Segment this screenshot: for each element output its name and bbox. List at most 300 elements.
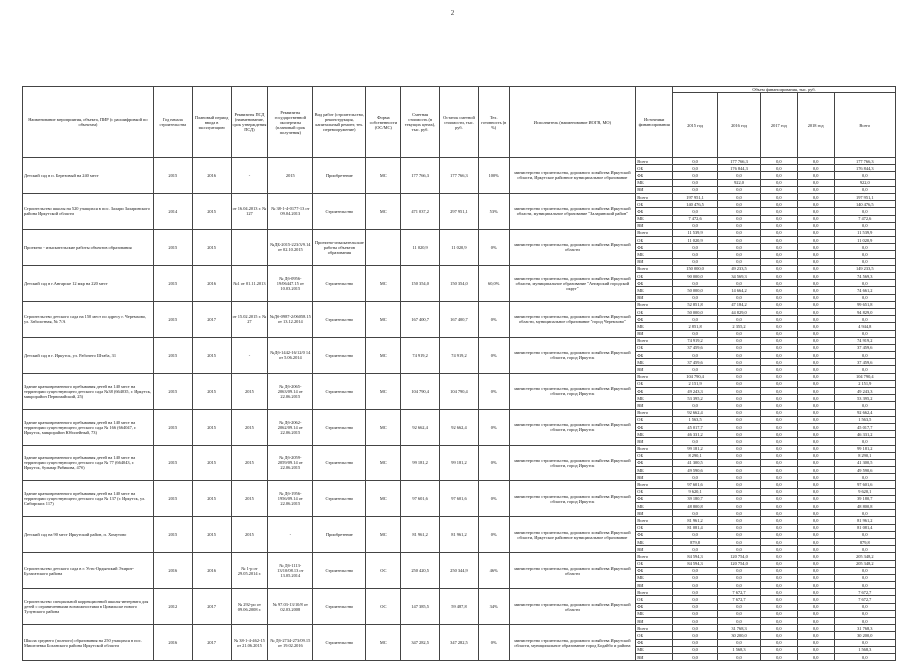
funding-source: МБ xyxy=(636,251,673,258)
funding-value: 0,0 xyxy=(760,653,797,660)
funding-value: 0,0 xyxy=(673,366,718,373)
funding-value: 150 000,0 xyxy=(673,265,718,272)
funding-value: 0,0 xyxy=(673,582,718,589)
header-start-year: Год начала строительства xyxy=(153,87,192,158)
funding-value: 0,0 xyxy=(797,237,834,244)
funding-source: МБ xyxy=(636,215,673,222)
funding-source: МБ xyxy=(636,610,673,617)
funding-source: ВИ xyxy=(636,510,673,517)
expertise-details: № Дб-1956-1956/09.14 от 22.06.2015 xyxy=(268,481,313,517)
funding-total: 0,0 xyxy=(834,366,895,373)
funding-source: ФБ xyxy=(636,423,673,430)
funding-value: 0,0 xyxy=(760,308,797,315)
funding-value: 0,0 xyxy=(760,603,797,610)
funding-value: 0,0 xyxy=(673,258,718,265)
table-row xyxy=(23,265,896,272)
funding-source: ФБ xyxy=(636,352,673,359)
funding-value: 0,0 xyxy=(760,273,797,280)
funding-value: 0,0 xyxy=(760,373,797,380)
remaining-cost: 99 181,2 xyxy=(440,445,479,481)
funding-value: 0,0 xyxy=(718,402,761,409)
funding-value: 0,0 xyxy=(673,589,718,596)
funding-source: Всего xyxy=(636,301,673,308)
funding-total: 879,8 xyxy=(834,538,895,545)
funding-value: 0,0 xyxy=(760,330,797,337)
funding-total: 0,0 xyxy=(834,546,895,553)
funding-value: 0,0 xyxy=(718,546,761,553)
funding-value: 0,0 xyxy=(673,251,718,258)
funding-source: Всего xyxy=(636,337,673,344)
funding-value: 0,0 xyxy=(797,560,834,567)
funding-source: ОБ xyxy=(636,632,673,639)
funding-value: 0,0 xyxy=(760,560,797,567)
funding-value: 0,0 xyxy=(760,445,797,452)
funding-value: 0,0 xyxy=(797,610,834,617)
funding-source: ФБ xyxy=(636,531,673,538)
readiness: 0% xyxy=(478,445,509,481)
funding-value: 2 851,8 xyxy=(673,323,718,330)
executor: министерство строительства, дорожного хозяйства Иркутской области, город Иркутск xyxy=(509,445,636,481)
funding-value: 0,0 xyxy=(797,330,834,337)
funding-value: 0,0 xyxy=(673,567,718,574)
funding-value: 0,0 xyxy=(760,215,797,222)
funding-value: 0,0 xyxy=(760,366,797,373)
executor: министерство строительства, дорожного хозяйства Иркутской области, город Иркутск xyxy=(509,481,636,517)
psd-details: 2015 xyxy=(231,409,268,445)
ownership: ОС xyxy=(366,553,401,589)
funding-total: 0,0 xyxy=(834,294,895,301)
funding-value: 0,0 xyxy=(718,366,761,373)
funding-source: Всего xyxy=(636,517,673,524)
funding-value: 0,0 xyxy=(797,395,834,402)
funding-value: 0,0 xyxy=(718,467,761,474)
funding-value: 0,0 xyxy=(718,481,761,488)
funding-source: Всего xyxy=(636,445,673,452)
funding-value: 0,0 xyxy=(760,589,797,596)
object-name: Детский сад на 90 мест Иркутский район, п. Хомутово xyxy=(23,517,154,553)
table-row xyxy=(23,229,896,236)
funding-source: Всего xyxy=(636,409,673,416)
estimated-cost: 250 420,5 xyxy=(401,553,440,589)
funding-total: 94 829,0 xyxy=(834,308,895,315)
funding-value: 0,0 xyxy=(718,431,761,438)
funding-value: 49 590,6 xyxy=(673,467,718,474)
funding-value: 0,0 xyxy=(797,251,834,258)
funding-value: 0,0 xyxy=(760,639,797,646)
table-row xyxy=(23,373,896,380)
psd-details: 2015 xyxy=(231,481,268,517)
funding-total: 1 568,3 xyxy=(834,646,895,653)
table-body xyxy=(23,158,896,661)
funding-value: 0,0 xyxy=(760,423,797,430)
funding-value: 0,0 xyxy=(760,402,797,409)
funding-value: 0,0 xyxy=(760,596,797,603)
start-year: 2016 xyxy=(153,625,192,661)
funding-value: 7 472,6 xyxy=(673,215,718,222)
funding-total: 99 651,8 xyxy=(834,301,895,308)
funding-value: 0,0 xyxy=(760,474,797,481)
funding-source: ОБ xyxy=(636,416,673,423)
expertise-details: № 97.03-13/10/8 от 02.03.2008 xyxy=(268,589,313,625)
funding-value: 0,0 xyxy=(718,344,761,351)
ownership: МС xyxy=(366,481,401,517)
remaining-cost: 167 400,7 xyxy=(440,301,479,337)
funding-value: 0,0 xyxy=(718,531,761,538)
funding-value: 0,0 xyxy=(718,395,761,402)
funding-value: 0,0 xyxy=(673,596,718,603)
work-type: Строительство xyxy=(313,265,366,301)
funding-value: 39 180,7 xyxy=(673,495,718,502)
funding-source: ВИ xyxy=(636,474,673,481)
funding-value: 0,0 xyxy=(797,201,834,208)
estimated-cost: 74 919,2 xyxy=(401,337,440,373)
funding-total: 48 800,8 xyxy=(834,503,895,510)
start-year: 2015 xyxy=(153,445,192,481)
funding-value: 0,0 xyxy=(797,445,834,452)
funding-value: 0,0 xyxy=(797,273,834,280)
remaining-cost: 92 662,4 xyxy=(440,409,479,445)
commission-year: 2016 xyxy=(192,158,231,194)
funding-value: 0,0 xyxy=(673,316,718,323)
funding-total: 0,0 xyxy=(834,352,895,359)
estimated-cost: 92 662,4 xyxy=(401,409,440,445)
estimated-cost: 99 181,2 xyxy=(401,445,440,481)
start-year: 2014 xyxy=(153,193,192,229)
psd-details: № 1-р от 29.05.2014 г. xyxy=(231,553,268,589)
funding-total: 0,0 xyxy=(834,330,895,337)
funding-value: 0,0 xyxy=(760,380,797,387)
funding-value: 2 355,2 xyxy=(718,323,761,330)
funding-total: 97 601,6 xyxy=(834,481,895,488)
funding-value: 2 151,9 xyxy=(673,380,718,387)
work-type: Приобретение xyxy=(313,517,366,553)
funding-value: 0,0 xyxy=(797,639,834,646)
funding-value: 0,0 xyxy=(797,409,834,416)
funding-value: 0,0 xyxy=(797,653,834,660)
funding-total: 9 620,1 xyxy=(834,488,895,495)
funding-value: 0,0 xyxy=(760,495,797,502)
funding-value: 0,0 xyxy=(760,431,797,438)
funding-value: 0,0 xyxy=(760,208,797,215)
funding-total: 30 200,0 xyxy=(834,632,895,639)
funding-value: 0,0 xyxy=(797,646,834,653)
funding-total: 0,0 xyxy=(834,280,895,287)
estimated-cost: 104 790,4 xyxy=(401,373,440,409)
ownership: МС xyxy=(366,265,401,301)
estimated-cost: 347 282,5 xyxy=(401,625,440,661)
funding-value: 0,0 xyxy=(673,646,718,653)
funding-source: МБ xyxy=(636,646,673,653)
funding-value: 0,0 xyxy=(797,488,834,495)
funding-value: 0,0 xyxy=(718,373,761,380)
financing-table xyxy=(22,86,896,661)
funding-value: 0,0 xyxy=(760,388,797,395)
funding-value: 0,0 xyxy=(797,431,834,438)
funding-value: 81 081,4 xyxy=(673,524,718,531)
readiness: 60,0% xyxy=(478,265,509,301)
object-name: Детский сад в г. Иркутск, ул. Рабочего Штаба, 31 xyxy=(23,337,154,373)
commission-year: 2015 xyxy=(192,517,231,553)
remaining-cost: 59 487,8 xyxy=(440,589,479,625)
funding-value: 0,0 xyxy=(718,244,761,251)
funding-value: 0,0 xyxy=(718,574,761,581)
funding-value: 0,0 xyxy=(760,610,797,617)
funding-value: 0,0 xyxy=(797,582,834,589)
funding-value: 0,0 xyxy=(718,380,761,387)
readiness: 53% xyxy=(478,193,509,229)
funding-value: 0,0 xyxy=(760,481,797,488)
funding-value: 0,0 xyxy=(760,409,797,416)
funding-total: 74 569,3 xyxy=(834,273,895,280)
funding-value: 0,0 xyxy=(760,452,797,459)
header-year-2015: 2015 год xyxy=(673,93,718,158)
work-type: Строительство xyxy=(313,373,366,409)
funding-value: 41 300,5 xyxy=(673,459,718,466)
funding-value: 0,0 xyxy=(797,416,834,423)
start-year: 2015 xyxy=(153,481,192,517)
funding-value: 0,0 xyxy=(760,553,797,560)
funding-source: МБ xyxy=(636,395,673,402)
funding-source: ОБ xyxy=(636,488,673,495)
work-type: Строительство xyxy=(313,589,366,625)
funding-source: ОБ xyxy=(636,560,673,567)
funding-value: 0,0 xyxy=(797,503,834,510)
funding-value: 81 961,2 xyxy=(673,517,718,524)
funding-total: 11 539,9 xyxy=(834,229,895,236)
commission-year: 2016 xyxy=(192,553,231,589)
funding-source: МБ xyxy=(636,574,673,581)
funding-source: ОБ xyxy=(636,273,673,280)
funding-value: 0,0 xyxy=(673,574,718,581)
funding-source: МБ xyxy=(636,538,673,545)
funding-value: 0,0 xyxy=(760,316,797,323)
remaining-cost: 97 601,6 xyxy=(440,481,479,517)
funding-total: 74 919,2 xyxy=(834,337,895,344)
funding-value: 0,0 xyxy=(760,237,797,244)
funding-value: 37 459,6 xyxy=(673,344,718,351)
object-name: Строительство детского сада на 150 мест по адресу г. Черемхово, ул. Заболотная, № 7/А xyxy=(23,301,154,337)
funding-source: ОБ xyxy=(636,344,673,351)
funding-value: 11 539,9 xyxy=(673,229,718,236)
funding-value: 0,0 xyxy=(673,639,718,646)
funding-value: 0,0 xyxy=(718,215,761,222)
funding-value: 0,0 xyxy=(718,639,761,646)
readiness: 0% xyxy=(478,229,509,265)
expertise-details: № Дб-2062-2062/09.14 от 22.06.2015 xyxy=(268,409,313,445)
funding-total: 0,0 xyxy=(834,582,895,589)
funding-value: 0,0 xyxy=(673,474,718,481)
executor: министерство строительства, дорожного хозяйства Иркутской области, город Иркутск xyxy=(509,337,636,373)
work-type: Строительство xyxy=(313,337,366,373)
funding-value: 0,0 xyxy=(797,618,834,625)
ownership: МС xyxy=(366,158,401,194)
funding-total: 31 768,3 xyxy=(834,625,895,632)
executor: министерство строительства, дорожного хозяйства Иркутской области, город Иркутск xyxy=(509,373,636,409)
funding-value: 0,0 xyxy=(797,215,834,222)
object-name: Здание кратковременного пребывания детей на 140 мест на территории существующего детского сада № 137 (г. Иркутск, ул. Сибирских 117) xyxy=(23,481,154,517)
funding-total: 0,0 xyxy=(834,244,895,251)
funding-value: 0,0 xyxy=(797,208,834,215)
funding-total: 53 395,2 xyxy=(834,395,895,402)
table-row xyxy=(23,409,896,416)
funding-total: 46 331,2 xyxy=(834,431,895,438)
ownership: МС xyxy=(366,409,401,445)
estimated-cost: 81 961,2 xyxy=(401,517,440,553)
funding-value: 922,0 xyxy=(718,179,761,186)
funding-value: 52 851,8 xyxy=(673,301,718,308)
funding-value: 0,0 xyxy=(718,337,761,344)
psd-details: № 292-ро от 09.06.2008 г. xyxy=(231,589,268,625)
funding-source: Всего xyxy=(636,158,673,165)
funding-value: 0,0 xyxy=(760,344,797,351)
start-year: 2015 xyxy=(153,158,192,194)
funding-total: 0,0 xyxy=(834,316,895,323)
table-row xyxy=(23,625,896,632)
funding-value: 0,0 xyxy=(673,330,718,337)
funding-value: 0,0 xyxy=(797,186,834,193)
funding-value: 0,0 xyxy=(718,452,761,459)
funding-value: 0,0 xyxy=(718,567,761,574)
object-name: Строительство школы на 520 учащихся в пос. Залари Заларинского района Иркутской области xyxy=(23,193,154,229)
funding-value: 53 395,2 xyxy=(673,395,718,402)
funding-value: 0,0 xyxy=(718,582,761,589)
table-row xyxy=(23,517,896,524)
work-type: Строительство xyxy=(313,625,366,661)
funding-source: ФБ xyxy=(636,172,673,179)
funding-value: 0,0 xyxy=(797,287,834,294)
funding-total: 7 672,7 xyxy=(834,589,895,596)
funding-total: 197 951,1 xyxy=(834,193,895,200)
funding-value: 0,0 xyxy=(797,546,834,553)
funding-value: 0,0 xyxy=(760,258,797,265)
funding-value: 0,0 xyxy=(760,244,797,251)
funding-value: 0,0 xyxy=(760,546,797,553)
funding-value: 0,0 xyxy=(760,294,797,301)
funding-value: 0,0 xyxy=(718,618,761,625)
header-source: Источники финансирования xyxy=(636,87,673,158)
estimated-cost: 177 766,3 xyxy=(401,158,440,194)
funding-value: 47 184,2 xyxy=(718,301,761,308)
funding-total: 37 459,6 xyxy=(834,344,895,351)
funding-value: 0,0 xyxy=(797,294,834,301)
funding-value: 0,0 xyxy=(673,546,718,553)
readiness: 0% xyxy=(478,481,509,517)
funding-source: ОБ xyxy=(636,237,673,244)
funding-value: 0,0 xyxy=(797,495,834,502)
executor: министерство строительства, дорожного хозяйства Иркутской области, муниципальное образование "город Черемхово" xyxy=(509,301,636,337)
executor: министерство строительства, дорожного хозяйства Иркутской области, Иркутское районное муниципальное образование xyxy=(509,158,636,194)
funding-value: 0,0 xyxy=(797,165,834,172)
funding-value: 44 829,0 xyxy=(718,308,761,315)
funding-total: 104 790,4 xyxy=(834,373,895,380)
funding-source: Всего xyxy=(636,193,673,200)
funding-source: ВИ xyxy=(636,366,673,373)
funding-value: 0,0 xyxy=(797,632,834,639)
funding-source: ОБ xyxy=(636,524,673,531)
commission-year: 2017 xyxy=(192,301,231,337)
funding-value: 0,0 xyxy=(797,352,834,359)
funding-value: 0,0 xyxy=(797,359,834,366)
funding-total: 8 290,1 xyxy=(834,452,895,459)
funding-value: 0,0 xyxy=(797,567,834,574)
expertise-details: № Дб-2065-2063/09.14 от 22.06.2015 xyxy=(268,373,313,409)
header-ownership: Форма собственности (ОС/МС) xyxy=(366,87,401,158)
funding-value: 0,0 xyxy=(797,438,834,445)
funding-value: 1 568,3 xyxy=(718,646,761,653)
funding-value: 0,0 xyxy=(797,452,834,459)
funding-source: ОБ xyxy=(636,308,673,315)
funding-value: 0,0 xyxy=(673,172,718,179)
start-year: 2015 xyxy=(153,337,192,373)
funding-total: 0,0 xyxy=(834,574,895,581)
funding-total: 0,0 xyxy=(834,474,895,481)
funding-value: 0,0 xyxy=(673,244,718,251)
funding-source: ВИ xyxy=(636,653,673,660)
funding-value: 0,0 xyxy=(760,301,797,308)
ownership: МС xyxy=(366,445,401,481)
funding-value: 104 790,4 xyxy=(673,373,718,380)
funding-source: ВИ xyxy=(636,330,673,337)
psd-details: 2015 xyxy=(231,373,268,409)
psd-details: 2015 xyxy=(231,445,268,481)
funding-value: 0,0 xyxy=(673,158,718,165)
funding-value: 0,0 xyxy=(760,503,797,510)
readiness: 0% xyxy=(478,625,509,661)
funding-value: 0,0 xyxy=(797,388,834,395)
funding-source: ВИ xyxy=(636,294,673,301)
funding-value: 0,0 xyxy=(718,258,761,265)
funding-value: 0,0 xyxy=(718,316,761,323)
header-total: Всего xyxy=(834,93,895,158)
funding-value: 0,0 xyxy=(797,337,834,344)
funding-value: 7 672,7 xyxy=(718,589,761,596)
funding-value: 30 200,0 xyxy=(718,632,761,639)
funding-value: 0,0 xyxy=(797,380,834,387)
psd-details: - xyxy=(231,158,268,194)
funding-value: 0,0 xyxy=(673,531,718,538)
funding-source: ФБ xyxy=(636,567,673,574)
work-type: Строительство xyxy=(313,553,366,589)
funding-value: 0,0 xyxy=(673,402,718,409)
commission-year: 2017 xyxy=(192,625,231,661)
psd-details: 2015 xyxy=(231,517,268,553)
funding-source: ФБ xyxy=(636,459,673,466)
funding-value: 0,0 xyxy=(718,359,761,366)
work-type: Строительство xyxy=(313,193,366,229)
header-name: Наименование мероприятия, объекта, ПИР (с расшифровкой по объектам) xyxy=(23,87,154,158)
psd-details: №1 от 01.11.2013 xyxy=(231,265,268,301)
funding-value: 0,0 xyxy=(760,395,797,402)
funding-value: 45 017,7 xyxy=(673,423,718,430)
funding-value: 0,0 xyxy=(673,438,718,445)
executor: министерство строительства, дорожного хозяйства Иркутской области, муниципальное образование "Заларинский район" xyxy=(509,193,636,229)
page-number: 2 xyxy=(450,9,455,17)
funding-value: 0,0 xyxy=(673,625,718,632)
table-row xyxy=(23,301,896,308)
expertise-details: №ДБ-2015-223/3/9.14 от 02.10.2015 xyxy=(268,229,313,265)
funding-value: 90 000,0 xyxy=(673,273,718,280)
commission-year: 2015 xyxy=(192,481,231,517)
funding-total: 49 590,6 xyxy=(834,467,895,474)
funding-value: 84 594,3 xyxy=(673,560,718,567)
funding-value: 7 672,7 xyxy=(718,596,761,603)
table-row xyxy=(23,445,896,452)
readiness: 46% xyxy=(478,553,509,589)
funding-value: 0,0 xyxy=(718,193,761,200)
table-row xyxy=(23,589,896,596)
funding-source: ВИ xyxy=(636,582,673,589)
funding-source: ФБ xyxy=(636,208,673,215)
